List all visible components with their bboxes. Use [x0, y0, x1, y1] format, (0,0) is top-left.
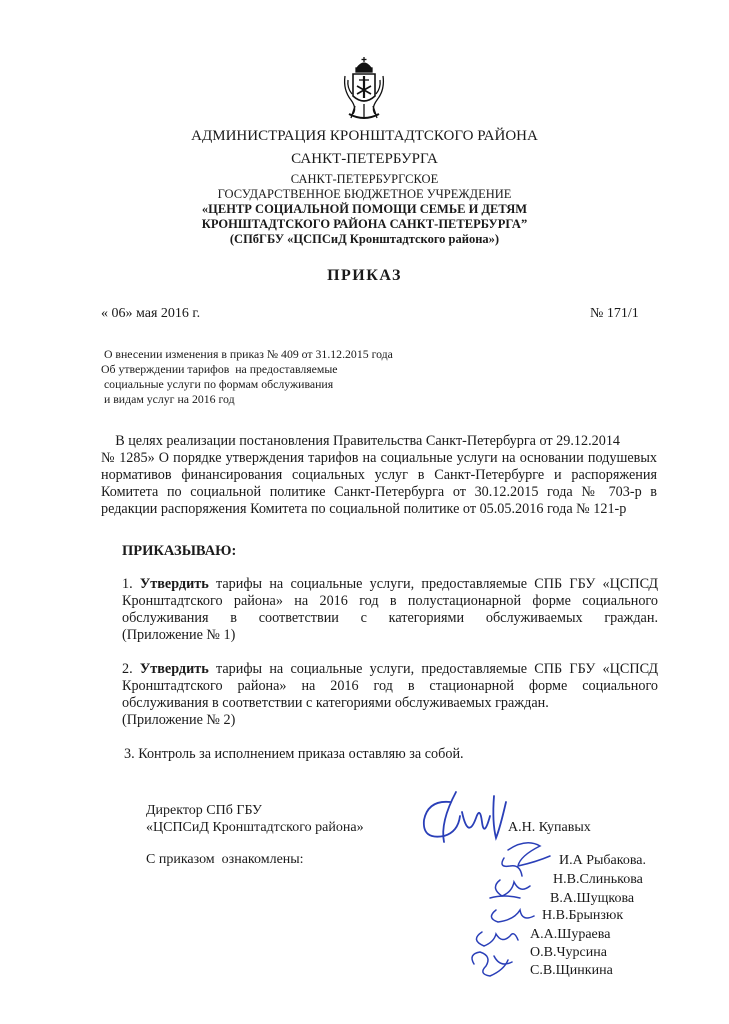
preamble-line: В целях реализации постановления Правительства Санкт-Петербурга от 29.12.2014 [101, 433, 621, 449]
order-item-line [122, 661, 658, 678]
org-name-line1: САНКТ-ПЕТЕРБУРГСКОЕ [290, 172, 439, 186]
admin-name-line1: АДМИНИСТРАЦИЯ КРОНШТАДТСКОГО РАЙОНА [191, 128, 538, 144]
order-item-1 [122, 576, 658, 644]
director-signature [410, 782, 520, 852]
coat-of-arms-emblem [341, 56, 387, 126]
org-name-line2: ГОСУДАРСТВЕННОЕ БЮДЖЕТНОЕ УЧРЕЖДЕНИЕ [217, 187, 512, 201]
acquainted-name: С.В.Щинкина [530, 963, 613, 978]
preamble-line: нормативов финансирования социальных услуг в Санкт-Петербурге и распоряжения [101, 467, 657, 483]
order-word: ПРИКАЗЫВАЮ: [122, 543, 237, 559]
acquainted-label: С приказом ознакомлены: [146, 852, 304, 867]
org-name-line3: «ЦЕНТР СОЦИАЛЬНОЙ ПОМОЩИ СЕМЬЕ И ДЕТЯМ [201, 202, 528, 216]
admin-name-line2: САНКТ-ПЕТЕРБУРГА [291, 151, 438, 167]
acquainted-name: Н.В.Брынзюк [542, 908, 624, 923]
org-name-line4: КРОНШТАДТСКОГО РАЙОНА САНКТ-ПЕТЕРБУРГА” [201, 217, 528, 231]
order-item-line: обслуживания в соответствии с категориями обслуживаемых граждан. [122, 610, 658, 626]
order-item-3: 3. Контроль за исполнением приказа оставляю за собой. [124, 746, 464, 762]
subject-line: социальные услуги по формам обслуживания [101, 377, 334, 391]
preamble-paragraph [101, 433, 657, 518]
item-text: тарифы на социальные услуги, предоставляемые СПБ ГБУ «ЦСПСД [208, 576, 659, 592]
order-item-line: Кронштадтского района» на 2016 год в стационарной форме социального [122, 678, 658, 694]
acquainted-name: И.А Рыбакова. [559, 853, 646, 868]
subject-line: О внесении изменения в приказ № 409 от 31.12.2015 года [101, 347, 393, 361]
item-number: 2. [122, 661, 140, 677]
order-item-line [122, 576, 658, 593]
order-item-line: обслуживания в соответствии с категориями обслуживаемых граждан. [122, 695, 549, 711]
order-item-2 [122, 661, 658, 729]
director-organization: «ЦСПСиД Кронштадтского района» [146, 820, 364, 835]
order-item-line: (Приложение № 2) [122, 712, 236, 728]
director-name: А.Н. Купавых [508, 820, 591, 835]
preamble-line: редакции распоряжения Комитета по социальной политике от 05.05.2016 года № 121-р [101, 501, 627, 517]
item-number: 1. [122, 576, 140, 592]
order-item-line: Кронштадтского района» на 2016 год в полустационарной форме социального [122, 593, 658, 609]
acquainted-name: Н.В.Слинькова [553, 872, 643, 887]
acquainted-name: О.В.Чурсина [530, 945, 607, 960]
document-number: № 171/1 [590, 306, 639, 321]
order-item-line: (Приложение № 1) [122, 627, 236, 643]
preamble-line: № 1285» О порядке утверждения тарифов на социальные услуги на основании подушевых [101, 450, 657, 466]
item-text: тарифы на социальные услуги, предоставляемые СПБ ГБУ «ЦСПСД [208, 661, 659, 677]
subject-line: и видам услуг на 2016 год [101, 392, 235, 406]
document-date: « 06» мая 2016 г. [101, 306, 201, 321]
subject-line: Об утверждении тарифов на предоставляемые [101, 362, 338, 376]
director-title: Директор СПб ГБУ [146, 803, 262, 818]
acquainted-name: А.А.Шураева [530, 927, 611, 942]
item-verb: Утвердить [139, 576, 209, 592]
org-short-name: (СПбГБУ «ЦСПСиД Кронштадтского района») [229, 232, 500, 246]
document-title: ПРИКАЗ [327, 267, 402, 284]
acquainted-name: В.А.Шущкова [550, 891, 635, 906]
item-verb: Утвердить [139, 661, 209, 677]
preamble-line: Комитета по социальной политике Санкт-Петербурга от 30.12.2015 года № 703-р в [101, 484, 657, 500]
